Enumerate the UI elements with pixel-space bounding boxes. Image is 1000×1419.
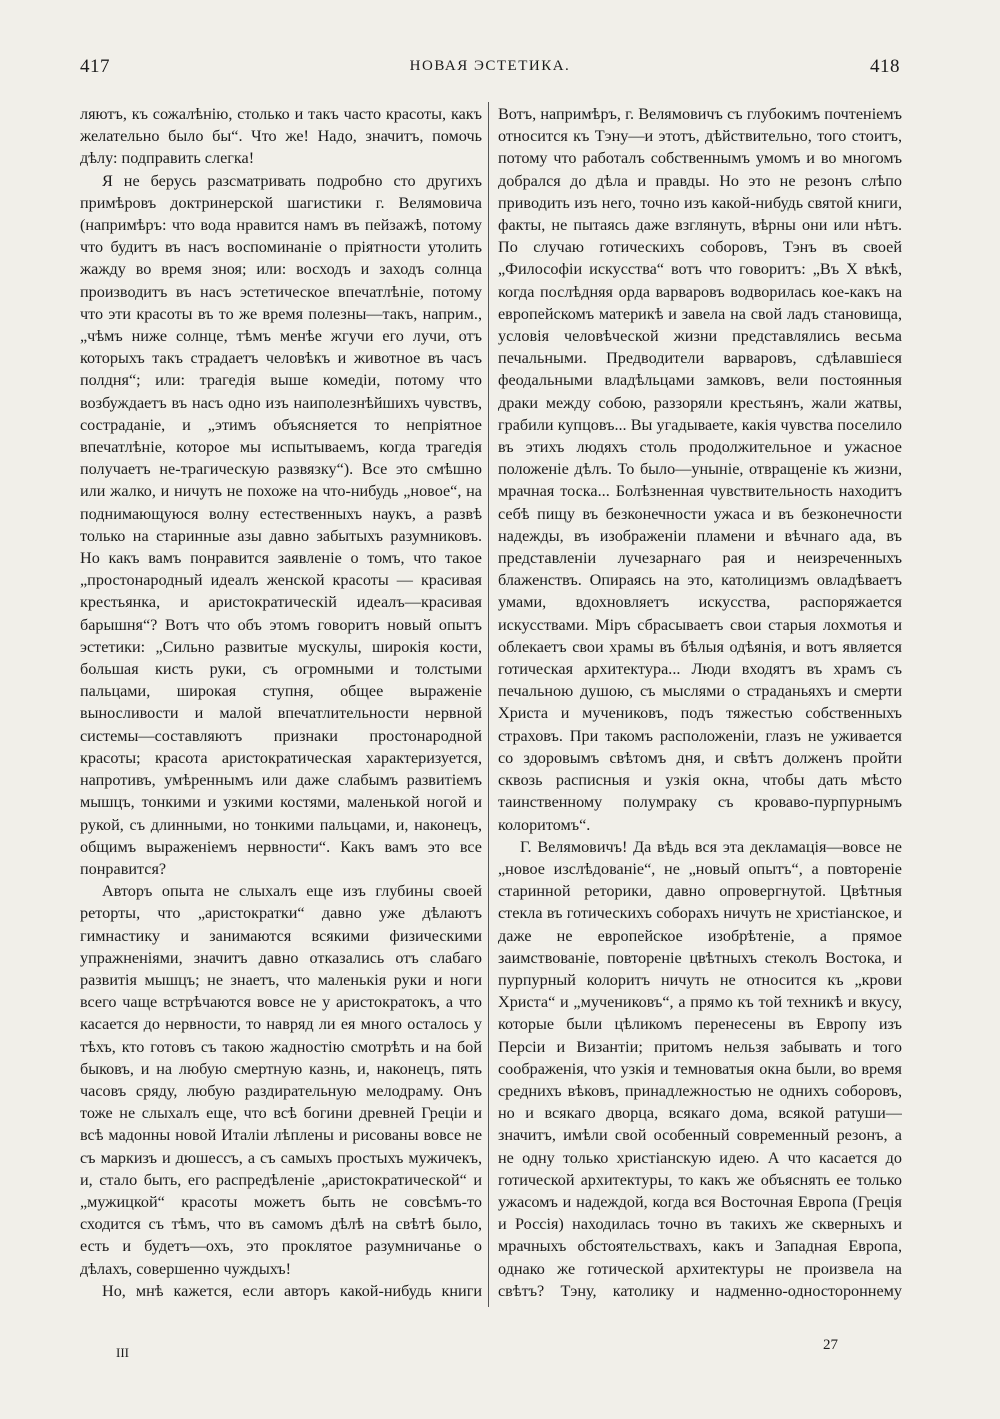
page-number-right: 418 bbox=[870, 56, 900, 77]
signature-mark: III bbox=[116, 1345, 129, 1360]
left-column bbox=[80, 103, 482, 1303]
paragraph: ляютъ, къ сожалѣнію, столько и такъ часто красоты, какъ желательно было бы“. Что же! Надо, значитъ, помочь дѣлу: подправить слегка! bbox=[80, 105, 482, 168]
running-header bbox=[80, 56, 900, 86]
paragraph: Я не берусь разсматривать подробно сто другихъ примѣровъ доктринерской шагистики г. Велямовича (напримѣръ: что вода нравится намъ въ пейзажѣ, потому что будитъ въ насъ воспоминаніе о пріятности утолить жажду во время зноя; или: восходъ и заходъ солнца производитъ въ насъ эстетическое впечатлѣніе, потому что эти красоты въ то же время полезны—такъ, наприм., „чѣмъ ниже солнце, тѣмъ менѣе жгучи его лучи, отъ которыхъ такъ страдаетъ человѣкъ и животное въ часъ полдня“; или: трагедія выше комедіи, потому что возбуждаетъ въ насъ одно изъ наиполезнѣйшихъ чувствъ, состраданіе, и „этимъ объясняется то непріятное впечатлѣніе, которое мы испытываемъ, когда трагедія получаетъ не-трагическую развязку“). Все это смѣшно или жалко, и ничуть не похоже на что-нибудь „новое“, на поднимающуюся волну естественныхъ наукъ, а развѣ только на старинные азы давно забытыхъ разумниковъ. Но какъ вамъ понравится заявленіе о томъ, что такое „простонародный идеалъ женской красоты — красивая крестьянка, и аристократическій идеалъ—красивая барышня“? Вотъ что объ этомъ говоритъ новый опытъ эстетики: „Сильно развитые мускулы, широкія кости, большая кисть руки, съ огромными и толстыми пальцами, широкая ступня, общее выраженіе выносливости и малой впечатлительности нервной системы—составляютъ признаки простонародной красоты; красота аристократическая характеризуется, напротивъ, умѣреннымъ или даже слабымъ развитіемъ мышцъ, тонкими и узкими костями, маленькой ногой и рукой, съ длинными, но тонкими пальцами, и, наконецъ, общимъ выраженіемъ нервности“. Какъ вамъ это все понравится? bbox=[80, 171, 482, 878]
running-title: НОВАЯ ЭСТЕТИКА. bbox=[409, 58, 571, 74]
paragraph: Авторъ опыта не слыхалъ еще изъ глубины своей реторты, что „аристократки“ давно уже дѣлаютъ гимнастику и занимаются всякими физическими упражненіями, значитъ давно отказались отъ слабаго развитія мышцъ; не знаетъ, что маленькія руки и ноги всего чаще встрѣчаются вовсе не у аристократокъ, а что касается до нервности, то навряд ли ея много осталось у тѣхъ, кто готовъ съ такою жадностію смотрѣть и на бой быковъ, и на любую смертную казнь, и, наконецъ, пять часовъ сряду, любую раздирательную мелодраму. Онъ тоже не слыхалъ еще, что всѣ богини древней Греціи и всѣ мадонны новой Италіи лѣплены и рисованы вовсе не съ маркизъ и дюшессъ, а съ самыхъ простыхъ мужичекъ, и, стало быть, его распредѣленіе „аристократической“ и „мужицкой“ красоты можетъ быть не совсѣмъ-то сходится съ тѣмъ, что въ самомъ дѣлѣ на свѣтѣ было, есть и будетъ—охъ, это проклятое разумничанье о дѣлахъ, совершенно чуждыхъ! bbox=[80, 882, 482, 1278]
paragraph: Г. Велямовичъ! Да вѣдь вся эта декламація—вовсе не „новое изслѣдованіе“, не „новый опытъ“, а повтореніе старинной реторики, давно опровергнутой. Цвѣтныя стекла въ готическихъ соборахъ ничуть не христіанское, и даже не европейское изобрѣтеніе, а прямое заимствованіе, повтореніе цвѣтныхъ стеколъ Востока, и пурпурный колоритъ ничуть не относится къ „крови Христа“ и „мучениковъ“, а прямо къ той техникѣ и вкусу, которые были цѣликомъ перенесены въ Европу изъ Персіи и Византіи; притомъ нельзя забывать и того соображенія, что узкія и темноватыя окна были, во время среднихъ вѣковъ, принадлежностью не однихъ соборовъ, но и всякаго дворца, всякаго дома, всякой ратуши—значитъ, имѣли свой особенный современный резонъ, а не одну только христіанскую идею. А что касается до готической архитектуры, то какъ же объяснять ее только ужасомъ и надеждой, когда вся Восточная Европа (Греція и Россія) находилась точно въ такихъ же скверныхъ и мрачныхъ обстоятельствахъ, какъ и Западная Европа, однако же готической архитектуры не произвела на свѣтъ? Тэну, католику и надменно-одностороннему bbox=[498, 837, 902, 1300]
folio-number: 27 bbox=[823, 1337, 838, 1353]
column-divider bbox=[488, 102, 489, 1307]
paragraph: Вотъ, напримѣръ, г. Велямовичъ съ глубокимъ почтеніемъ относится къ Тэну—и этотъ, дѣйствительно, того стоитъ, потому что работалъ собственнымъ умомъ и во многомъ добрался до дѣла и правды. Но это не резонъ слѣпо приводить изъ него, точно изъ какой-нибудь святой книги, факты, не пытаясь даже взглянуть, вѣрны они или нѣтъ. По случаю готическихъ соборовъ, Тэнъ въ своей „Философіи искусства“ вотъ что говоритъ: „Въ X вѣкѣ, когда послѣдняя орда варваровъ водворилась кое-какъ на европейскомъ материкѣ и завела на свой ладъ становища, условія человѣческой жизни представлялись весьма печальными. Предводители варваровъ, сдѣлавшіеся феодальными владѣльцами замковъ, вели постоянныя драки между собою, раззоряли крестьянъ, жали жатвы, грабили купцовъ... Вы угадываете, какія чувства поселило въ этихъ людяхъ столь продолжительное и ужасное положеніе дѣлъ. То было—уныніе, отвращеніе къ жизни, мрачная тоска... Болѣзненная чувствительность находитъ себѣ пищу въ безконечности ужаса и въ безконечности надежды, въ изображеніи пламени и вѣчнаго ада, въ представленіи лучезарнаго рая и неизреченныхъ блаженствъ. Опираясь на это, католицизмъ овладѣваетъ умами, вдохновляетъ искусства, распоряжается искусствами. Міръ сбрасываетъ свои старыя лохмотья и облекаетъ свои храмы въ бѣлыя одѣянія, и вотъ является готическая архитектура... Люди входятъ въ храмъ съ печальною душою, съ мыслями о страданьяхъ и смерти Христа и мучениковъ, подъ тяжестью собственныхъ страховъ. При такомъ расположеніи, глазъ не уживается со здоровымъ свѣтомъ дня, и свѣтъ долженъ пройти сквозь расписныя и узкія окна, чтобы дать мѣсто таинственному полумраку съ кроваво-пурпурнымъ колоритомъ“. bbox=[498, 105, 902, 834]
right-column bbox=[498, 103, 902, 1303]
paragraph: Но, мнѣ кажется, если авторъ какой-нибудь книги bbox=[102, 1281, 482, 1300]
page-number-left: 417 bbox=[80, 56, 110, 77]
